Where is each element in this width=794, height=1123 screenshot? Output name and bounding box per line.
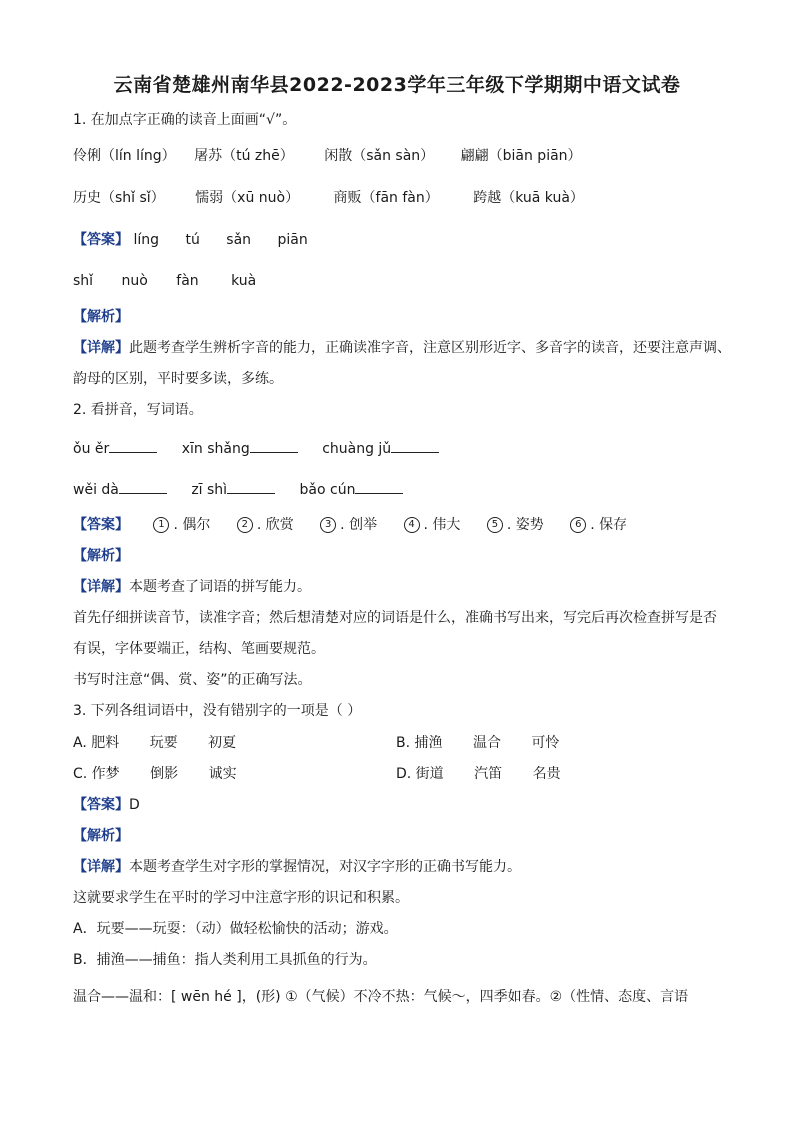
option-word: 名贵 — [532, 766, 561, 782]
answer-text: . 姿势 — [506, 517, 544, 533]
answer-pinyin: fàn — [176, 273, 199, 289]
answer-pinyin: tú — [185, 232, 200, 248]
analysis-tag: 【解析】 — [73, 309, 129, 325]
option-word: A. 肥料 — [73, 735, 120, 751]
option-word: D. 街道 — [396, 766, 444, 782]
q2-detail-line2: 首先仔细拼读音节，读准字音；然后想清楚对应的词语是什么，准确书写出来，写完后再次检查拼写是否 — [73, 610, 717, 626]
q3-detail-line3: A．玩要——玩耍：（动）做轻松愉快的活动；游戏。 — [73, 921, 398, 937]
q3-stem: 3. 下列各组词语中，没有错别字的一项是（ ） — [73, 703, 362, 719]
q3-option-d — [396, 764, 561, 784]
q2-stem: 2. 看拼音，写词语。 — [73, 402, 203, 418]
analysis-tag: 【解析】 — [73, 828, 129, 844]
pinyin-prompt: ǒu ěr — [73, 441, 110, 457]
circled-number: 6 — [570, 517, 586, 533]
answer-item — [320, 517, 377, 533]
option-word: 诚实 — [208, 766, 237, 782]
answer-item — [570, 517, 627, 533]
q3-option-b — [396, 733, 559, 753]
answer-text: . 偶尔 — [173, 517, 211, 533]
answer-pinyin: sǎn — [226, 232, 252, 248]
q3-detail-line — [73, 857, 521, 877]
option-word: 可怜 — [531, 735, 560, 751]
answer-pinyin: nuò — [121, 273, 148, 289]
q3-detail-line2: 这就要求学生在平时的学习中注意字形的识记和积累。 — [73, 890, 409, 906]
answer-item — [487, 517, 544, 533]
q1-item: 懦弱（xū nuò） — [195, 190, 300, 206]
detail-tag: 【详解】 — [73, 859, 129, 875]
q1-item: 闲散（sǎn sàn） — [324, 148, 435, 164]
q1-item: 伶俐（lín líng） — [73, 148, 176, 164]
answer-pinyin: piān — [277, 232, 308, 248]
q1-answer-row1 — [73, 230, 308, 250]
pinyin-prompt: xīn shǎng — [181, 441, 250, 457]
option-word: B. 捕渔 — [396, 735, 443, 751]
option-word: 温合 — [472, 735, 501, 751]
detail-tag: 【详解】 — [73, 340, 129, 356]
answer-item — [153, 517, 210, 533]
answer-item — [404, 517, 461, 533]
pinyin-prompt: bǎo cún — [299, 482, 356, 498]
option-word: 汽笛 — [474, 766, 503, 782]
answer-item — [237, 517, 294, 533]
q2-row1 — [73, 438, 439, 459]
q2-answer-row — [73, 515, 627, 535]
answer-pinyin: shǐ — [73, 273, 94, 289]
answer-tag: 【答案】 — [73, 797, 129, 813]
answer-tag: 【答案】 — [73, 517, 129, 533]
pinyin-prompt: chuàng jǔ — [322, 441, 392, 457]
detail-text: 本题考查了词语的拼写能力。 — [129, 579, 311, 595]
pinyin-prompt: zī shì — [191, 482, 228, 498]
q3-option-a — [73, 733, 236, 753]
q1-item: 商贩（fān fàn） — [333, 190, 439, 206]
circled-number: 4 — [404, 517, 420, 533]
answer-text: . 保存 — [590, 517, 628, 533]
answer-pinyin: líng — [133, 232, 159, 248]
q3-option-c — [73, 764, 237, 784]
q2-row2 — [73, 479, 403, 500]
q3-detail-line5: 温合——温和：[ wēn hé ]，(形) ①（气候）不冷不热：气候～，四季如春。②（性情、态度、言语 — [73, 989, 689, 1005]
q2-detail-line4: 书写时注意“偶、赏、姿”的正确写法。 — [73, 672, 312, 688]
answer-blank[interactable] — [119, 479, 167, 494]
answer-blank[interactable] — [250, 438, 298, 453]
option-word: 玩要 — [149, 735, 178, 751]
answer-pinyin: kuà — [231, 273, 257, 289]
q2-detail-line3: 有误，字体要端正，结构、笔画要规范。 — [73, 641, 325, 657]
page-title: 云南省楚雄州南华县2022-2023学年三年级下学期期中语文试卷 — [113, 74, 681, 96]
option-word: 倒影 — [150, 766, 179, 782]
detail-text: 本题考查学生对字形的掌握情况，对汉字字形的正确书写能力。 — [129, 859, 521, 875]
answer-blank[interactable] — [355, 479, 403, 494]
q1-item: 历史（shǐ sǐ） — [73, 190, 165, 206]
q2-detail-line — [73, 577, 311, 597]
q1-item: 屠苏（tú zhē） — [194, 148, 294, 164]
option-word: C. 作梦 — [73, 766, 120, 782]
answer-text: . 欣赏 — [256, 517, 294, 533]
answer-blank[interactable] — [227, 479, 275, 494]
option-word: 初夏 — [208, 735, 237, 751]
answer-blank[interactable] — [109, 438, 157, 453]
answer-blank[interactable] — [391, 438, 439, 453]
q1-stem: 1. 在加点字正确的读音上面画“√”。 — [73, 112, 297, 128]
circled-number: 1 — [153, 517, 169, 533]
detail-text: 此题考查学生辨析字音的能力，正确读准字音，注意区别形近字、多音字的读音，还要注意声调、 — [129, 340, 731, 356]
answer-text: D — [129, 797, 140, 813]
q3-detail-line4: B．捕渔——捕鱼：指人类利用工具抓鱼的行为。 — [73, 952, 377, 968]
circled-number: 2 — [237, 517, 253, 533]
q1-item: 跨越（kuā kuà） — [473, 190, 584, 206]
circled-number: 5 — [487, 517, 503, 533]
analysis-tag: 【解析】 — [73, 548, 129, 564]
q1-row2 — [73, 188, 584, 208]
detail-tag: 【详解】 — [73, 579, 129, 595]
q1-answer-row2 — [73, 271, 256, 291]
circled-number: 3 — [320, 517, 336, 533]
answer-text: . 伟大 — [423, 517, 461, 533]
pinyin-prompt: wěi dà — [73, 482, 119, 498]
q1-row1 — [73, 146, 582, 166]
answer-tag: 【答案】 — [73, 232, 129, 248]
q1-detail-line2: 韵母的区别，平时要多读，多练。 — [73, 371, 283, 387]
q1-detail-line — [73, 338, 731, 358]
q3-answer — [73, 795, 140, 815]
q1-item: 翩翩（biān piān） — [460, 148, 582, 164]
answer-text: . 创举 — [340, 517, 378, 533]
